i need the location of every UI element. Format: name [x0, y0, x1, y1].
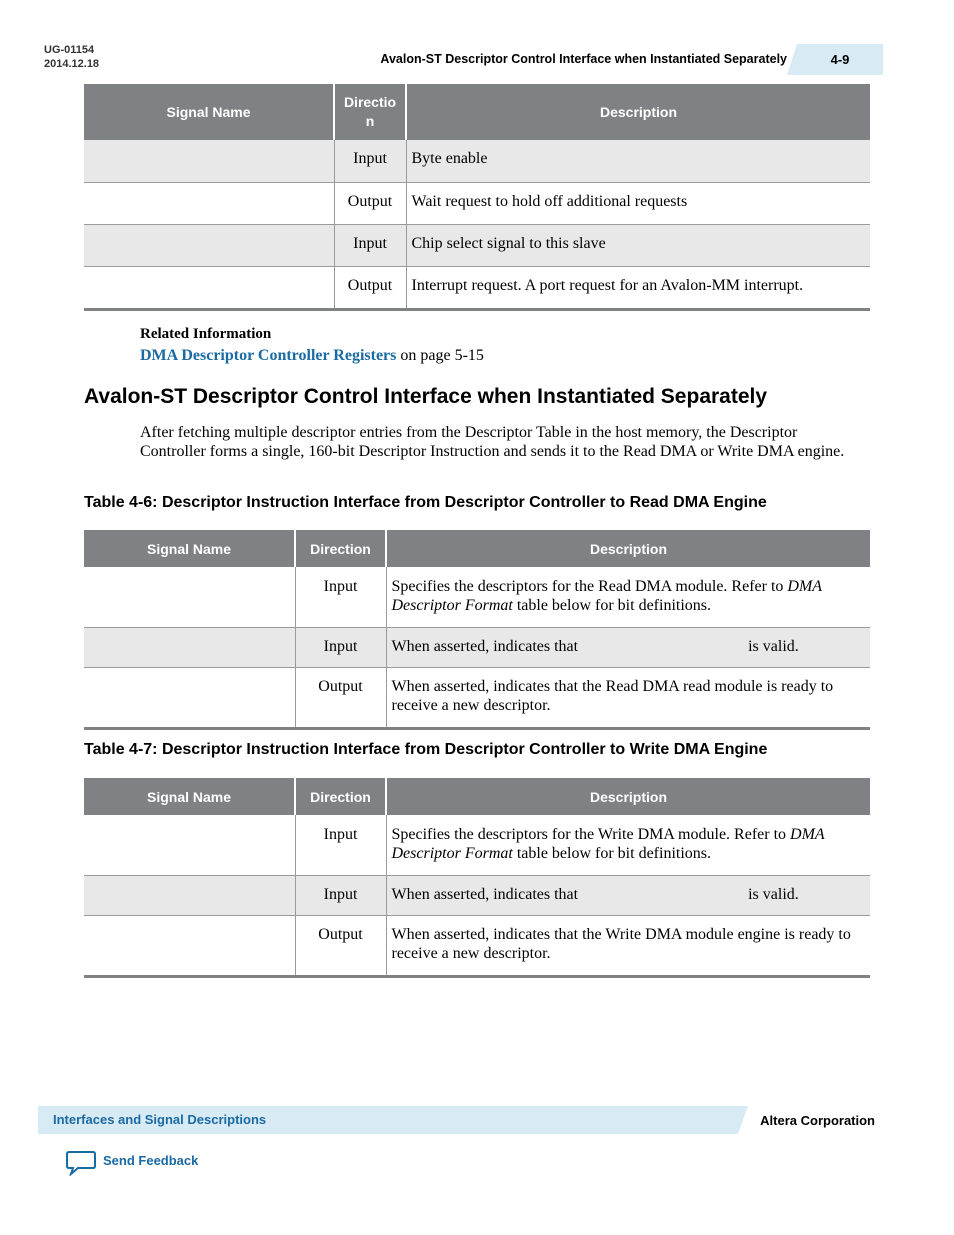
table-row — [84, 567, 870, 627]
description-cell: Interrupt request. A port request for an Avalon-MM interrupt. — [406, 266, 870, 309]
page-tab — [797, 44, 883, 75]
description-cell: When asserted, indicates that the Read DMA read module is ready to receive a new descriptor. — [386, 667, 870, 728]
running-title: Avalon-ST Descriptor Control Interface when Instantiated Separately — [380, 52, 787, 66]
format-table-ref: DMA Descriptor Format — [391, 578, 822, 614]
speech-bubble-icon[interactable] — [66, 1150, 96, 1176]
signal-name-cell — [84, 182, 334, 224]
table-row — [84, 667, 870, 728]
description-cell: Specifies the descriptors for the Write DMA module. Refer to DMA Descriptor Format table below for bit definitions. — [386, 815, 870, 875]
signal-name-cell — [84, 140, 334, 182]
direction-cell: Input — [334, 224, 406, 266]
direction-cell: Input — [295, 875, 386, 915]
direction-cell: Input — [334, 140, 406, 182]
table-row — [84, 627, 870, 667]
col-header-description: Description — [386, 778, 870, 815]
description-cell: When asserted, indicates that is valid. — [386, 627, 870, 667]
table-4-6-caption: Table 4-6: Descriptor Instruction Interface from Descriptor Controller to Read DMA Engine — [84, 494, 767, 511]
signal-name-cell — [84, 266, 334, 309]
description-cell: Byte enable — [406, 140, 870, 182]
col-header-direction: Direction — [295, 530, 386, 567]
section-heading: Avalon-ST Descriptor Control Interface when Instantiated Separately — [84, 385, 768, 408]
col-header-direction: Directio n — [334, 84, 406, 140]
table-4-7-caption: Table 4-7: Descriptor Instruction Interface from Descriptor Controller to Write DMA Engine — [84, 741, 768, 758]
direction-cell: Output — [295, 667, 386, 728]
table-4-7 — [84, 778, 870, 978]
description-cell: When asserted, indicates that the Write DMA module engine is ready to receive a new descriptor. — [386, 915, 870, 976]
direction-cell: Output — [334, 266, 406, 309]
table-row — [84, 224, 870, 266]
signal-name-cell — [84, 667, 295, 728]
page-number: 4-9 — [830, 52, 850, 67]
direction-cell: Input — [295, 815, 386, 875]
page-tab-corner — [787, 44, 797, 75]
direction-cell: Output — [334, 182, 406, 224]
col-header-description: Description — [386, 530, 870, 567]
col-header-signal-name: Signal Name — [84, 778, 295, 815]
signal-name-cell — [84, 567, 295, 627]
doc-id: UG-01154 — [44, 44, 95, 56]
signal-name-cell — [84, 224, 334, 266]
related-link-line — [140, 347, 484, 365]
dma-descriptor-registers-link[interactable]: DMA Descriptor Controller Registers — [140, 347, 397, 364]
body-paragraph: After fetching multiple descriptor entries from the Descriptor Table in the host memory, the Descriptor Controller forms a single, 160-bit Descriptor Instruction and sends it to the Read DMA or Write DMA engine. — [140, 424, 845, 460]
signal-table-continued — [84, 84, 870, 311]
table-row — [84, 140, 870, 182]
table-row — [84, 915, 870, 976]
doc-date: 2014.12.18 — [44, 58, 100, 70]
table-row — [84, 182, 870, 224]
send-feedback-link[interactable]: Send Feedback — [103, 1153, 199, 1168]
signal-name-cell — [84, 915, 295, 976]
col-header-direction: Direction — [295, 778, 386, 815]
doc-id-block — [44, 43, 99, 71]
col-header-signal-name: Signal Name — [84, 530, 295, 567]
table-row — [84, 815, 870, 875]
signal-name-cell — [84, 627, 295, 667]
col-header-signal-name: Signal Name — [84, 84, 334, 140]
direction-cell: Output — [295, 915, 386, 976]
col-header-description: Description — [406, 84, 870, 140]
footer-company: Altera Corporation — [760, 1113, 875, 1128]
description-cell: Chip select signal to this slave — [406, 224, 870, 266]
signal-name-cell — [84, 875, 295, 915]
direction-cell: Input — [295, 567, 386, 627]
footer-chapter-title[interactable]: Interfaces and Signal Descriptions — [53, 1112, 267, 1127]
description-cell: Wait request to hold off additional requests — [406, 182, 870, 224]
table-row — [84, 875, 870, 915]
description-cell: Specifies the descriptors for the Read DMA module. Refer to DMA Descriptor Format table below for bit definitions. — [386, 567, 870, 627]
related-information-heading: Related Information — [140, 326, 272, 342]
table-row — [84, 266, 870, 309]
description-cell: When asserted, indicates that is valid. — [386, 875, 870, 915]
signal-name-cell — [84, 815, 295, 875]
link-page-ref: on page 5-15 — [396, 347, 484, 364]
table-4-6 — [84, 530, 870, 730]
direction-cell: Input — [295, 627, 386, 667]
format-table-ref: DMA Descriptor Format — [391, 826, 825, 862]
